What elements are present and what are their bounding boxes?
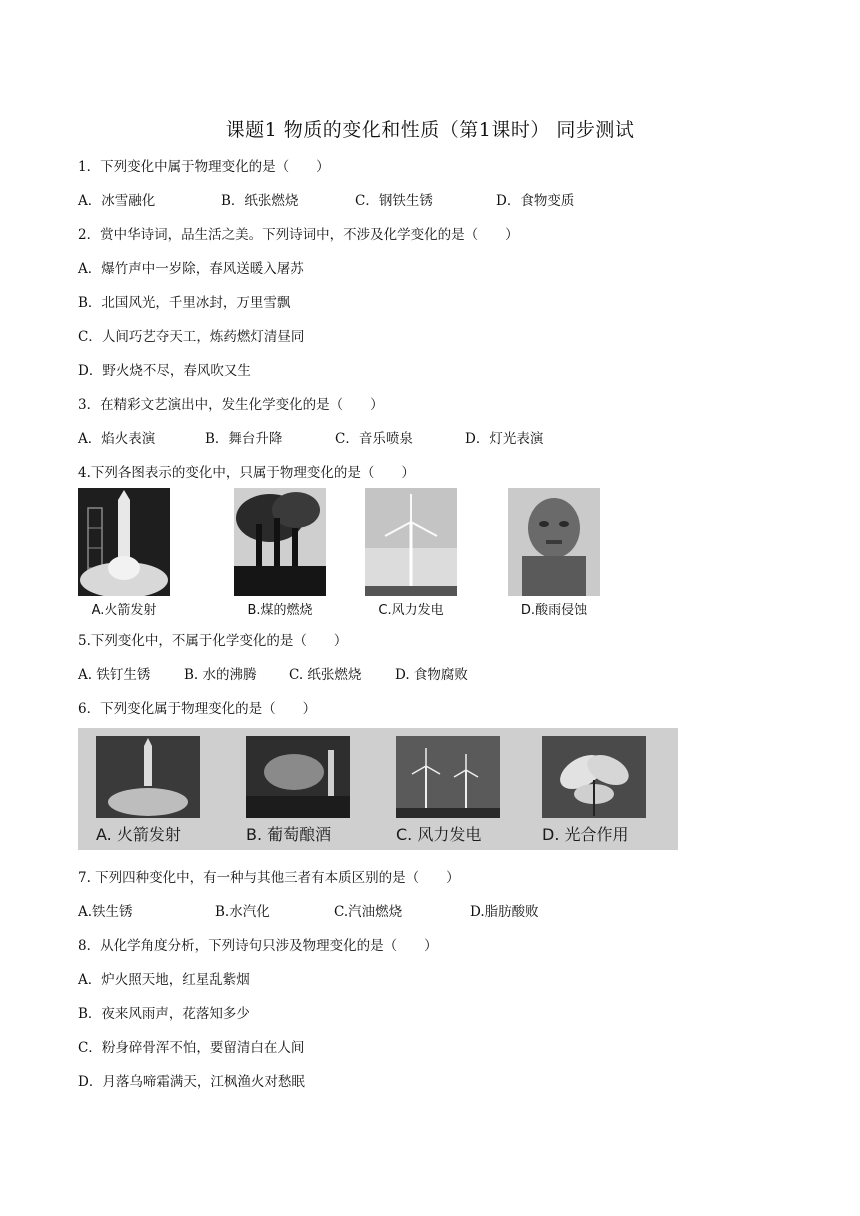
question-7-stem: 7. 下列四种变化中，有一种与其他三者有本质区别的是（ ） (78, 870, 460, 886)
q7-option-d: D.脂肪酸败 (470, 904, 539, 920)
q5-option-d: D. 食物腐败 (395, 667, 468, 683)
question-3-stem: 3．在精彩文艺演出中，发生化学变化的是（ ） (78, 397, 384, 413)
question-8-stem: 8．从化学角度分析，下列诗句只涉及物理变化的是（ ） (78, 938, 438, 954)
q7-option-b: B.水汽化 (215, 904, 270, 920)
question-1-stem: 1．下列变化中属于物理变化的是（ ） (78, 159, 330, 175)
q4-caption-d: D.酸雨侵蚀 (520, 603, 588, 618)
q4-caption-b: B.煤的燃烧 (247, 603, 313, 618)
rocket-launch-photo (78, 488, 170, 618)
q4-caption-a: A.火箭发射 (91, 603, 157, 618)
q1-option-c: C．钢铁生锈 (355, 193, 433, 209)
q8-option-a: A．炉火照天地，红星乱紫烟 (78, 972, 250, 988)
question-4-figures (78, 488, 618, 620)
q2-option-c: C．人间巧艺夺天工，炼药燃灯清昼同 (78, 329, 305, 345)
q1-option-d: D．食物变质 (496, 193, 575, 209)
q6-caption-c: C. 风力发电 (396, 825, 482, 844)
q3-option-a: A．焰火表演 (78, 431, 156, 447)
acid-rain-statue-photo (508, 488, 600, 618)
wind-power-photo (365, 488, 457, 618)
q2-option-b: B．北国风光，千里冰封，万里雪飘 (78, 295, 291, 311)
q1-option-b: B．纸张燃烧 (221, 193, 299, 209)
question-6-stem: 6．下列变化属于物理变化的是（ ） (78, 701, 317, 717)
q3-option-d: D．灯光表演 (465, 431, 544, 447)
q5-option-a: A. 铁钉生锈 (78, 667, 151, 683)
q2-option-d: D．野火烧不尽，春风吹又生 (78, 363, 251, 379)
question-4-stem: 4.下列各图表示的变化中，只属于物理变化的是（ ） (78, 465, 415, 481)
q6-caption-b: B. 葡萄酿酒 (246, 825, 332, 844)
q8-option-b: B．夜来风雨声，花落知多少 (78, 1006, 250, 1022)
q8-option-c: C．粉身碎骨浑不怕，要留清白在人间 (78, 1040, 305, 1056)
photosynthesis-leaf-image (542, 736, 646, 818)
q3-option-c: C．音乐喷泉 (335, 431, 413, 447)
wind-turbines-image (396, 736, 500, 818)
q3-option-b: B．舞台升降 (205, 431, 283, 447)
q1-option-a: A．冰雪融化 (78, 193, 156, 209)
q8-option-d: D．月落乌啼霜满天，江枫渔火对愁眠 (78, 1074, 305, 1090)
q7-option-c: C.汽油燃烧 (334, 904, 403, 920)
q6-caption-a: A. 火箭发射 (96, 825, 181, 844)
q5-option-b: B. 水的沸腾 (184, 667, 257, 683)
question-6-figure-strip (78, 728, 678, 850)
rocket-launch-image (96, 736, 200, 818)
q2-option-a: A．爆竹声中一岁除，春风送暖入屠苏 (78, 261, 304, 277)
q5-option-c: C. 纸张燃烧 (289, 667, 362, 683)
grape-wine-image (246, 736, 350, 818)
coal-burning-photo (234, 488, 326, 618)
question-5-stem: 5.下列变化中，不属于化学变化的是（ ） (78, 633, 348, 649)
q6-caption-d: D. 光合作用 (542, 825, 629, 844)
q7-option-a: A.铁生锈 (78, 904, 133, 920)
q4-caption-c: C.风力发电 (378, 603, 444, 618)
question-2-stem: 2．赏中华诗词，品生活之美。下列诗词中，不涉及化学变化的是（ ） (78, 227, 519, 243)
page-title: 课题1 物质的变化和性质（第1课时） 同步测试 (225, 119, 635, 141)
